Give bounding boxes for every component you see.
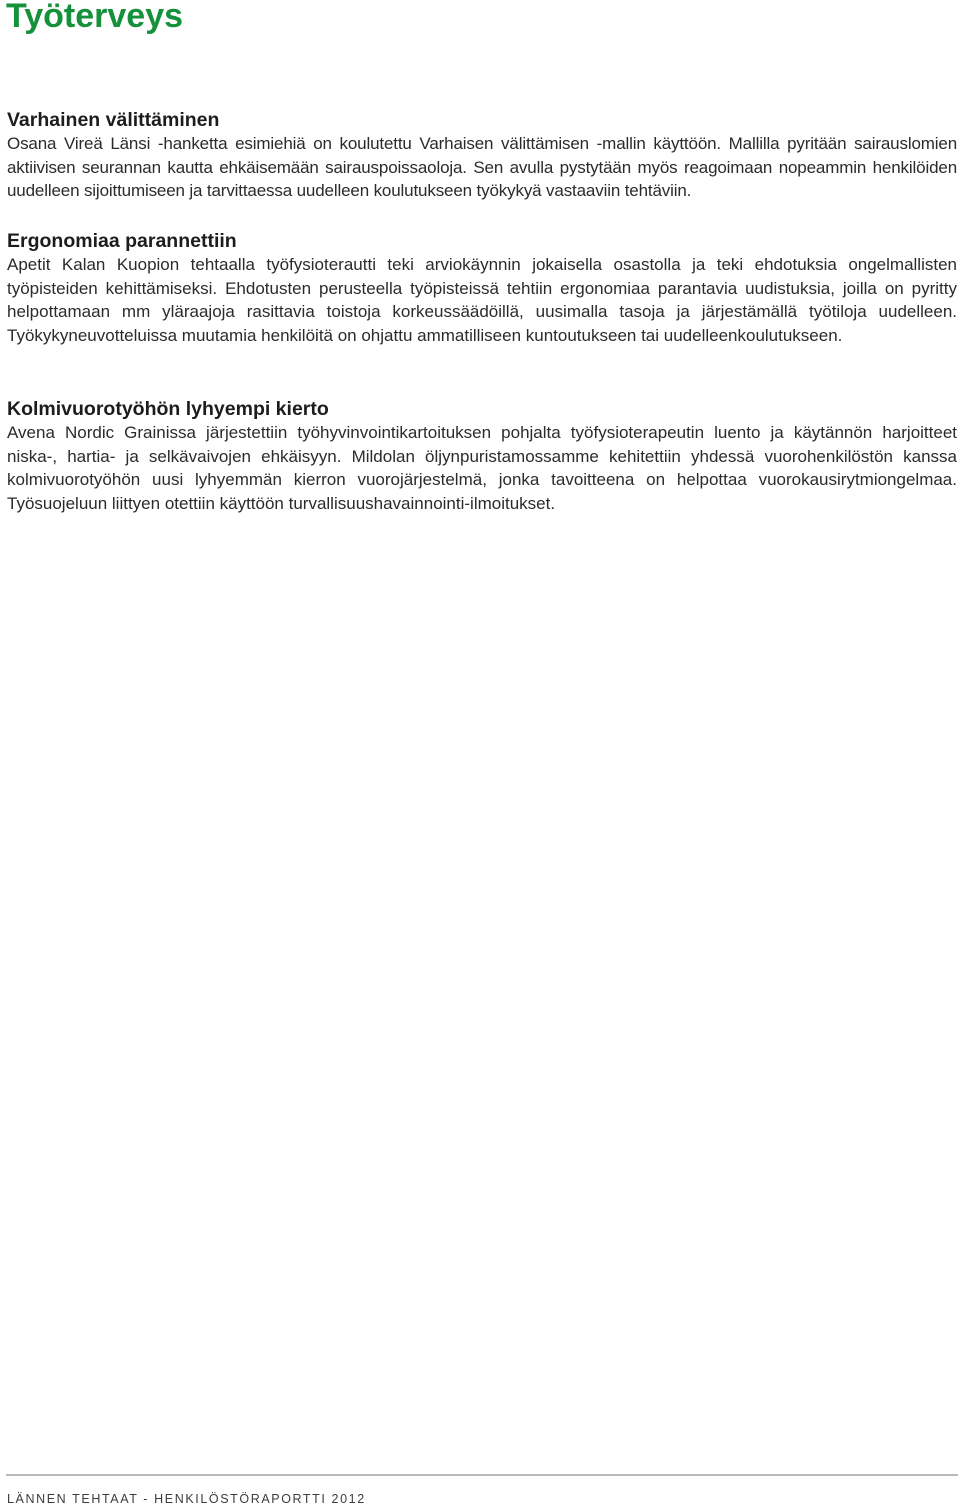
section-varhainen-valittaminen	[7, 108, 957, 203]
section-heading: Ergonomiaa parannettiin	[7, 230, 237, 252]
section-heading: Varhainen välittäminen	[7, 109, 220, 131]
section-body: Avena Nordic Grainissa järjestettiin työhyvinvointikartoituksen pohjalta työfysioterapeutin luento ja käytännön harjoitteet niska-, hartia- ja selkävaivojen ehkäisyyn. Mildolan öljynpuristamossamme kehitettiin yhdessä vuorohenkilöstön kanssa kolmivuorotyöhön uusi lyhyemmän kierron vuorojärjestelmä, jonka tavoitteena on helpottaa vuorokausirytmiongelmaa. Työsuojeluun liittyen otettiin käyttöön turvallisuushavainnointi-ilmoitukset.	[7, 423, 957, 513]
page-title: Työterveys	[6, 0, 184, 35]
footer-divider	[6, 1474, 958, 1476]
section-body: Apetit Kalan Kuopion tehtaalla työfysioterautti teki arviokäynnin jokaisella osastolla ja teki ehdotuksia ongelmallisten työpisteiden kehittämiseksi. Ehdotusten perusteella työpisteissä tehtiin ergonomiaa parantavia uudistuksia, joilla on pyritty helpottamaan mm yläraajoja rasittavia toistoja korkeussäädöillä, uusimalla tasoja ja järjestämällä työtiloja uudelleen. Työkykyneuvotteluissa muutamia henkilöitä on ohjattu ammatilliseen kuntoutukseen tai uudelleenkoulutukseen.	[7, 255, 957, 345]
section-body: Osana Vireä Länsi -hanketta esimiehiä on koulutettu Varhaisen välittämisen -mallin käyttöön. Mallilla pyritään sairauslomien aktiivisen seurannan kautta ehkäisemään sairauspoissaoloja. Sen avulla pystytään myös reagoimaan nopeammin henkilöiden uudelleen sijoittumiseen ja tarvittaessa uudelleen koulutukseen työkykyä vastaaviin tehtäviin.	[7, 134, 957, 200]
section-heading: Kolmivuorotyöhön lyhyempi kierto	[7, 398, 329, 420]
section-ergonomiaa-parannettiin	[7, 229, 957, 347]
footer-text: LÄNNEN TEHTAAT - HENKILÖSTÖRAPORTTI 2012	[7, 1492, 366, 1506]
section-kolmivuorotyohon-lyhyempi-kierto	[7, 397, 957, 515]
